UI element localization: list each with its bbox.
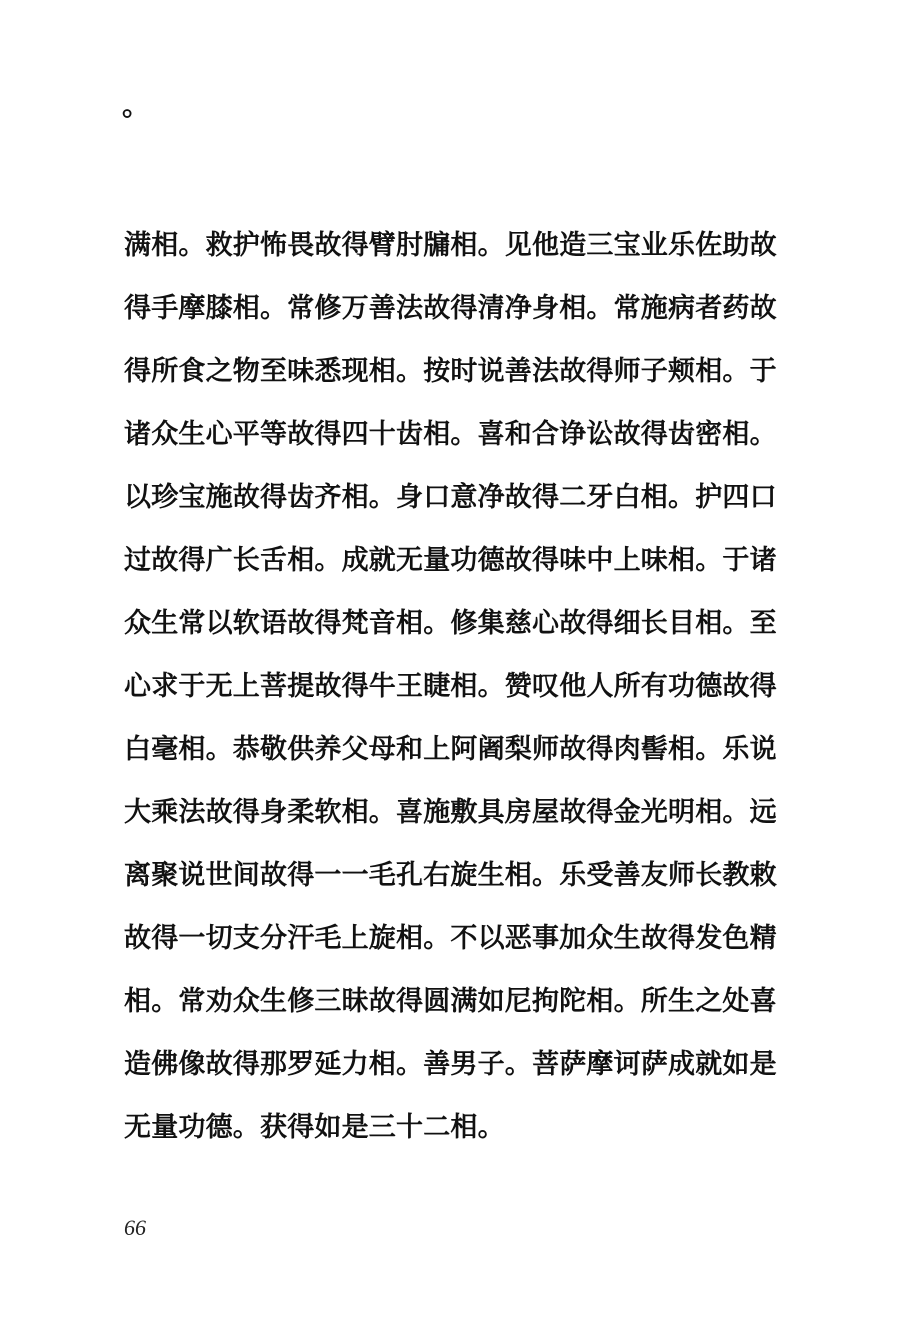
text-line: 诸众生心平等故得四十齿相。喜和合诤讼故得齿密相。 (124, 419, 777, 450)
text-line: 无量功德。获得如是三十二相。 (124, 1112, 505, 1143)
text-line: 过故得广长舌相。成就无量功德故得味中上味相。于诸 (124, 545, 777, 576)
text-line: 以珍宝施故得齿齐相。身口意净故得二牙白相。护四口 (124, 482, 777, 513)
text-line: 心求于无上菩提故得牛王睫相。赞叹他人所有功德故得 (124, 671, 777, 702)
leading-punctuation-mark: 。 (122, 89, 151, 122)
text-line: 众生常以软语故得梵音相。修集慈心故得细长目相。至 (124, 608, 777, 639)
text-line: 故得一切支分汗毛上旋相。不以恶事加众生故得发色精 (124, 923, 777, 954)
text-line: 相。常劝众生修三昧故得圆满如尼拘陀相。所生之处喜 (124, 986, 777, 1017)
text-line: 白毫相。恭敬供养父母和上阿阇梨师故得肉髻相。乐说 (124, 734, 777, 765)
text-line: 大乘法故得身柔软相。喜施敷具房屋故得金光明相。远 (124, 797, 777, 828)
page-number: 66 (124, 1215, 146, 1240)
text-line: 得手摩膝相。常修万善法故得清净身相。常施病者药故 (124, 293, 777, 324)
text-line: 得所食之物至味悉现相。按时说善法故得师子颊相。于 (124, 356, 777, 387)
text-line: 离聚说世间故得一一毛孔右旋生相。乐受善友师长教敕 (124, 860, 777, 891)
text-line: 造佛像故得那罗延力相。善男子。菩萨摩诃萨成就如是 (124, 1049, 777, 1080)
body-text (124, 214, 777, 1159)
text-line: 满相。救护怖畏故得臂肘牖相。见他造三宝业乐佐助故 (124, 230, 777, 261)
